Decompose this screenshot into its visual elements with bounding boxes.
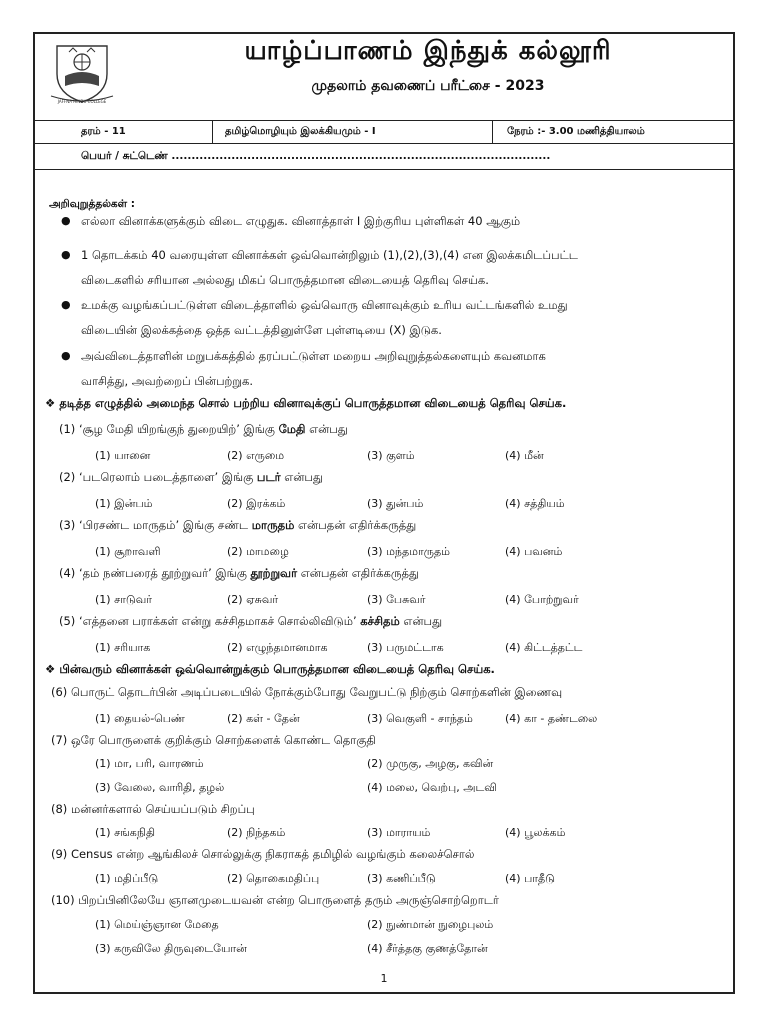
answer-option: (1) மா, பரி, வாரணம் <box>95 757 204 770</box>
bullet-icon: ● <box>61 349 71 362</box>
answer-option: (4) போற்றுவர் <box>505 593 579 606</box>
section-heading-2: ❖ பின்வரும் வினாக்கள் ஒவ்வொன்றுக்கும் பொருத்தமான விடையைத் தெரிவு செய்க. <box>45 662 495 676</box>
answer-option: (4) பூலக்கம் <box>505 826 566 839</box>
answer-option: (3) கணிப்பீடு <box>367 872 436 885</box>
answer-option: (3) பருமட்டாக <box>367 641 444 654</box>
page-number: 1 <box>380 972 388 985</box>
answer-option: (1) சாடுவர் <box>95 593 153 606</box>
bullet-icon: ● <box>61 214 71 227</box>
name-index-field: பெயர் / சுட்டெண் ............................................................................................... <box>35 144 733 170</box>
subject-cell: தமிழ்மொழியும் இலக்கியமும் - I <box>213 121 493 143</box>
answer-option: (4) பவனம் <box>505 545 563 558</box>
answer-option: (2) நுண்மான் நுழைபுலம் <box>367 918 494 931</box>
instruction-item: எல்லா வினாக்களுக்கும் விடை எழுதுக. வினாத்தாள் I இற்குரிய புள்ளிகள் 40 ஆகும் <box>81 214 521 228</box>
answer-option: (3) பேசுவர் <box>367 593 426 606</box>
answer-option: (4) மீன் <box>505 449 544 462</box>
exam-header <box>35 34 733 120</box>
svg-text:JAFFNA HINDU COLLEGE: JAFFNA HINDU COLLEGE <box>57 99 107 104</box>
answer-option: (3) கருவிலே திருவுடையோன் <box>95 942 247 955</box>
exam-title: முதலாம் தவணைப் பரீட்சை - 2023 <box>311 78 545 94</box>
question-stem: (9) Census என்ற ஆங்கிலச் சொல்லுக்கு நிகராகத் தமிழில் வழங்கும் கலைச்சொல் <box>51 847 475 861</box>
bullet-icon: ● <box>61 298 71 311</box>
time-cell: நேரம் :- 3.00 மணித்தியாலம் <box>507 126 645 137</box>
answer-option: (4) மலை, வெற்பு, அடவி <box>367 781 497 794</box>
answer-option: (1) இன்பம் <box>95 497 153 510</box>
answer-option: (4) கிட்டத்தட்ட <box>505 641 583 654</box>
answer-option: (2) ஏசுவர் <box>227 593 279 606</box>
answer-option: (2) எருமை <box>227 449 285 462</box>
answer-option: (1) யானை <box>95 449 151 462</box>
answer-option: (4) சீர்த்தகு குணத்தோன் <box>367 942 488 955</box>
answer-option: (2) கள் - தேன் <box>227 712 300 725</box>
section-heading-1: ❖ தடித்த எழுத்தில் அமைந்த சொல் பற்றிய வினாவுக்குப் பொருத்தமான விடையைத் தெரிவு செய்க. <box>45 396 567 410</box>
answer-option: (1) சூறாவளி <box>95 545 161 558</box>
answer-option: (3) மந்தமாருதம் <box>367 545 450 558</box>
question-stem: (2) ‘படரெலாம் படைத்தாளை’ இங்கு படர் என்பது <box>59 470 323 484</box>
instruction-item: உமக்கு வழங்கப்பட்டுள்ள விடைத்தாளில் ஒவ்வொரு வினாவுக்கும் உரிய வட்டங்களில் உமது விடையின் இலக்கத்தை ஒத்த வட்டத்தினுள்ளே புள்ளடியை (X) இடுக. <box>81 298 568 337</box>
answer-option: (4) சத்தியம் <box>505 497 565 510</box>
diamond-icon: ❖ <box>45 662 56 676</box>
answer-option: (1) சரியாக <box>95 641 151 654</box>
answer-option: (3) மாராயம் <box>367 826 431 839</box>
question-stem: (6) பொருட் தொடர்பின் அடிப்படையில் நோக்கும்போது வேறுபட்டு நிற்கும் சொற்களின் இணைவு <box>51 685 563 699</box>
question-stem: (5) ‘எத்தனை பராக்கள் என்று கச்சிதமாகச் சொல்லிவிடும்’ கச்சிதம் என்பது <box>59 614 443 628</box>
answer-option: (2) தொகைமதிப்பு <box>227 872 320 885</box>
question-stem: (1) ‘சூழ மேதி யிறங்குந் துறையிற்’ இங்கு மேதி என்பது <box>59 422 348 436</box>
diamond-icon: ❖ <box>45 396 56 410</box>
college-crest-icon <box>47 40 117 106</box>
grade-cell: தரம் - 11 <box>35 121 213 143</box>
answer-option: (2) இரக்கம் <box>227 497 286 510</box>
answer-option: (2) நிந்தகம் <box>227 826 286 839</box>
answer-option: (2) மாமழை <box>227 545 289 558</box>
answer-option: (2) முருகு, அழகு, கவின் <box>367 757 494 770</box>
instruction-item: அவ்விடைத்தாளின் மறுபக்கத்தில் தரப்பட்டுள்ள மறைய அறிவுறுத்தல்களையும் கவனமாக வாசித்து, அவற்றைப் பின்பற்றுக. <box>81 349 546 388</box>
question-stem: (3) ‘பிரசண்ட மாருதம்’ இங்கு சண்ட மாருதம் என்பதன் எதிர்க்கருத்து <box>59 518 417 532</box>
answer-option: (4) பாதீடு <box>505 872 555 885</box>
exam-info-row <box>35 120 733 144</box>
answer-option: (2) எழுந்தமானமாக <box>227 641 328 654</box>
answer-option: (1) மதிப்பீடு <box>95 872 159 885</box>
instruction-item: 1 தொடக்கம் 40 வரையுள்ள வினாக்கள் ஒவ்வொன்றிலும் (1),(2),(3),(4) என இலக்கமிடப்பட்ட விடைகளில் சரியான அல்லது மிகப் பொருத்தமான விடையைத் தெரிவு செய்க. <box>81 248 578 287</box>
answer-option: (4) கா - தண்டலை <box>505 712 598 725</box>
answer-option: (3) குளம் <box>367 449 415 462</box>
question-stem: (4) ‘தம் நண்பரைத் தூற்றுவர்’ இங்கு தூற்றுவர் என்பதன் எதிர்க்கருத்து <box>59 566 419 580</box>
answer-option: (3) வேலை, வாரிதி, தழல் <box>95 781 225 794</box>
answer-option: (3) துன்பம் <box>367 497 424 510</box>
question-stem: (8) மன்னர்களால் செய்யப்படும் சிறப்பு <box>51 802 255 816</box>
answer-option: (1) சங்கநிதி <box>95 826 155 839</box>
question-stem: (7) ஒரே பொருளைக் குறிக்கும் சொற்களைக் கொண்ட தொகுதி <box>51 733 376 747</box>
question-stem: (10) பிறப்பினிலேயே ஞானமுடையவன் என்ற பொருளைத் தரும் அருஞ்சொற்றொடர் <box>51 893 499 907</box>
answer-option: (3) வெகுளி - சாந்தம் <box>367 712 473 725</box>
answer-option: (1) மெய்ஞ்ஞான மேதை <box>95 918 219 931</box>
answer-option: (1) தையல்-பெண் <box>95 712 185 725</box>
instructions-title: அறிவுறுத்தல்கள் : <box>49 198 135 210</box>
bullet-icon: ● <box>61 248 71 261</box>
college-name: யாழ்ப்பாணம் இந்துக் கல்லூரி <box>244 36 612 66</box>
exam-page <box>33 32 735 994</box>
